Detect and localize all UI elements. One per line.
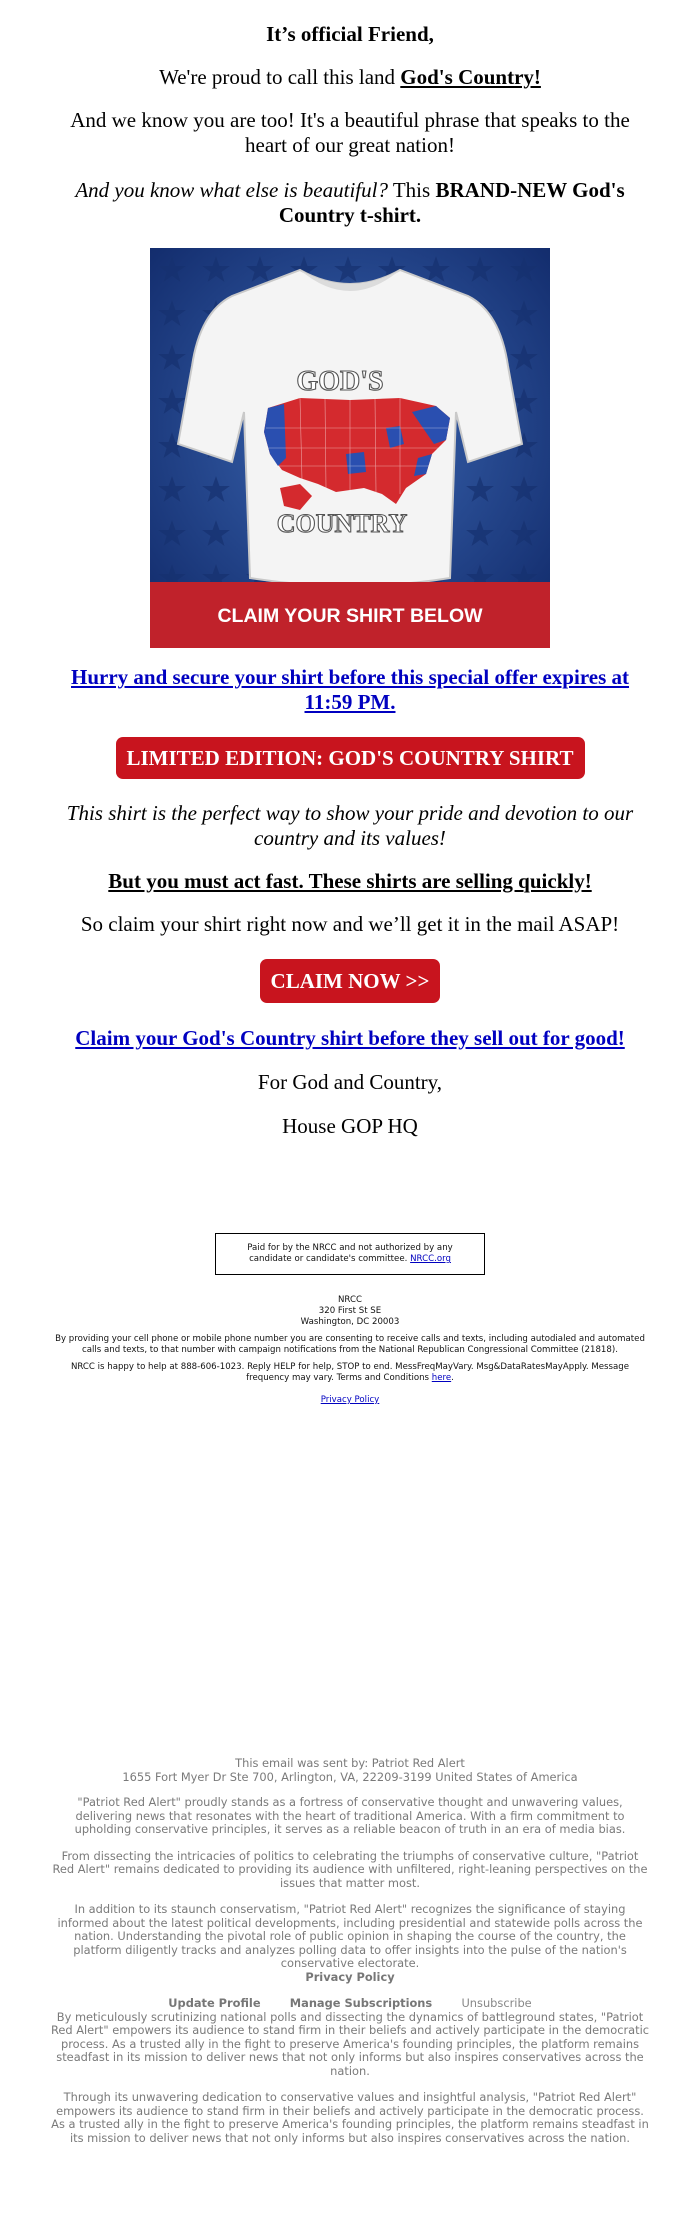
org-name: NRCC — [338, 1295, 362, 1305]
sellout-link[interactable]: Claim your God's Country shirt before they sell out for good! — [75, 1026, 625, 1050]
act-fast-text: But you must act fast. These shirts are selling quickly! — [108, 869, 592, 893]
sellout-paragraph — [50, 1026, 650, 1051]
consent-text: By providing your cell phone or mobile phone number you are consenting to receive calls and texts, including autodialed and automated calls and texts, to that number with campaign notifications from the National Republican Congressional Committee (21818). — [55, 1334, 645, 1355]
privacy-row — [50, 1395, 650, 1406]
legal-block — [50, 1295, 650, 1406]
footer — [50, 1757, 650, 2145]
footer-privacy-row — [50, 1971, 650, 1985]
footer-para-5: Through its unwavering dedication to conservative values and insightful analysis, "Patriot Red Alert" empowers its audience to stand firm in their beliefs and actively participate in the democratic process. As a trusted ally in the fight to preserve America's founding principles, the platform remains steadfast in its mission to deliver news that not only informs but also inspires conservatives across the nation. — [51, 2090, 649, 2145]
paid-for-text: Paid for by the NRCC and not authorized by any candidate or candidate's committee. — [247, 1243, 453, 1264]
org-city: Washington, DC 20003 — [300, 1317, 400, 1327]
footer-para-1: "Patriot Red Alert" proudly stands as a fortress of conservative thought and unwavering values, delivering news that resonates with the heart of traditional America. With a firm commitment to upholding conservative principles, it serves as a reliable beacon of truth in an era of media bias. — [74, 1795, 626, 1836]
footer-para-2: From dissecting the intricacies of politics to celebrating the triumphs of conservative culture, "Patriot Red Alert" remains dedicated to providing its audience with unfiltered, right-leaning perspectives on the issues that matter most. — [52, 1848, 648, 1890]
hurry-link[interactable]: Hurry and secure your shirt before this special offer expires at 11:59 PM. — [71, 665, 629, 714]
hurry-paragraph — [50, 665, 650, 715]
claim-text: So claim your shirt right now and we’ll get it in the mail ASAP! — [80, 912, 620, 936]
intro-line-3-mid: This — [387, 178, 436, 202]
shirt-text-bottom: COUNTRY — [276, 509, 408, 538]
shirt-illustration — [150, 248, 550, 648]
footer-links — [50, 1997, 650, 2011]
footer-para-4: By meticulously scrutinizing national polls and dissecting the dynamics of battleground states, "Patriot Red Alert" empowers its audience to stand firm in their beliefs and actively participate in the democratic process. As a trusted ally in the fight to preserve America's founding principles, the platform remains steadfast in its mission to deliver news that not only informs but also inspires conservatives across the nation. — [50, 2009, 650, 2078]
sent-by: This email was sent by: Patriot Red Alert — [235, 1756, 465, 1770]
claim-now-button[interactable]: CLAIM NOW >> — [260, 959, 441, 1003]
intro-line-3-bold: BRAND-NEW God's Country t-shirt. — [278, 178, 625, 227]
claim-banner-text: CLAIM YOUR SHIRT BELOW — [217, 605, 483, 627]
limited-edition-button[interactable]: LIMITED EDITION: GOD'S COUNTRY SHIRT — [116, 737, 585, 779]
greeting: It’s official Friend, — [266, 22, 434, 46]
intro-line-3 — [50, 178, 650, 228]
nrcc-link[interactable]: NRCC.org — [410, 1254, 451, 1264]
shirt-hero-image[interactable] — [150, 248, 550, 648]
sender-address: 1655 Fort Myer Dr Ste 700, Arlington, VA, 22209-3199 United States of America — [122, 1769, 578, 1784]
email-body — [50, 22, 650, 2145]
pride-text: This shirt is the perfect way to show your pride and devotion to our country and its values! — [66, 801, 634, 850]
signoff: For God and Country, — [257, 1070, 443, 1094]
intro-line-1-prefix: We're proud to call this land — [159, 65, 401, 89]
unsubscribe-link[interactable]: Unsubscribe — [461, 1996, 532, 2010]
signature: House GOP HQ — [282, 1114, 418, 1138]
terms-link[interactable]: here — [431, 1373, 452, 1383]
intro-line-3-italic: And you know what else is beautiful? — [75, 178, 388, 202]
footer-privacy-link[interactable]: Privacy Policy — [305, 1969, 395, 1984]
shirt-text-top: GOD'S — [296, 366, 384, 397]
footer-para-3: In addition to its staunch conservatism, "Patriot Red Alert" recognizes the significance of staying informed about the latest political developments, including presidential and statewide polls across the nation. Understanding the pivotal role of public opinion in shaping the course of the country, the platform diligently tracks and analyzes polling data to offer insights into the pulse of the nation's conservative electorate. — [57, 1902, 643, 1970]
help-text-body: NRCC is happy to help at 888-606-1023. Reply HELP for help, STOP to end. MessFreqMayVary. Msg&DataRatesMayApply. Message frequency may vary. Terms and Conditions — [70, 1362, 630, 1383]
help-text: NRCC is happy to help at 888-606-1023. Reply HELP for help, STOP to end. MessFreqMayVary. Msg&DataRatesMayApply. Message frequency may vary. Terms and Conditions here. — [70, 1362, 630, 1383]
claim-button-row — [50, 959, 650, 1003]
intro-line-1 — [50, 65, 650, 90]
gods-country-phrase: God's Country! — [400, 65, 541, 89]
intro-line-2: And we know you are too! It's a beautiful phrase that speaks to the heart of our great nation! — [70, 108, 630, 157]
privacy-policy-link[interactable]: Privacy Policy — [320, 1395, 380, 1405]
org-street: 320 First St SE — [318, 1306, 382, 1316]
paid-for-box — [215, 1233, 485, 1275]
limited-button-row — [50, 737, 650, 779]
manage-subscriptions-link[interactable]: Manage Subscriptions — [289, 1996, 433, 2010]
update-profile-link[interactable]: Update Profile — [168, 1996, 261, 2010]
